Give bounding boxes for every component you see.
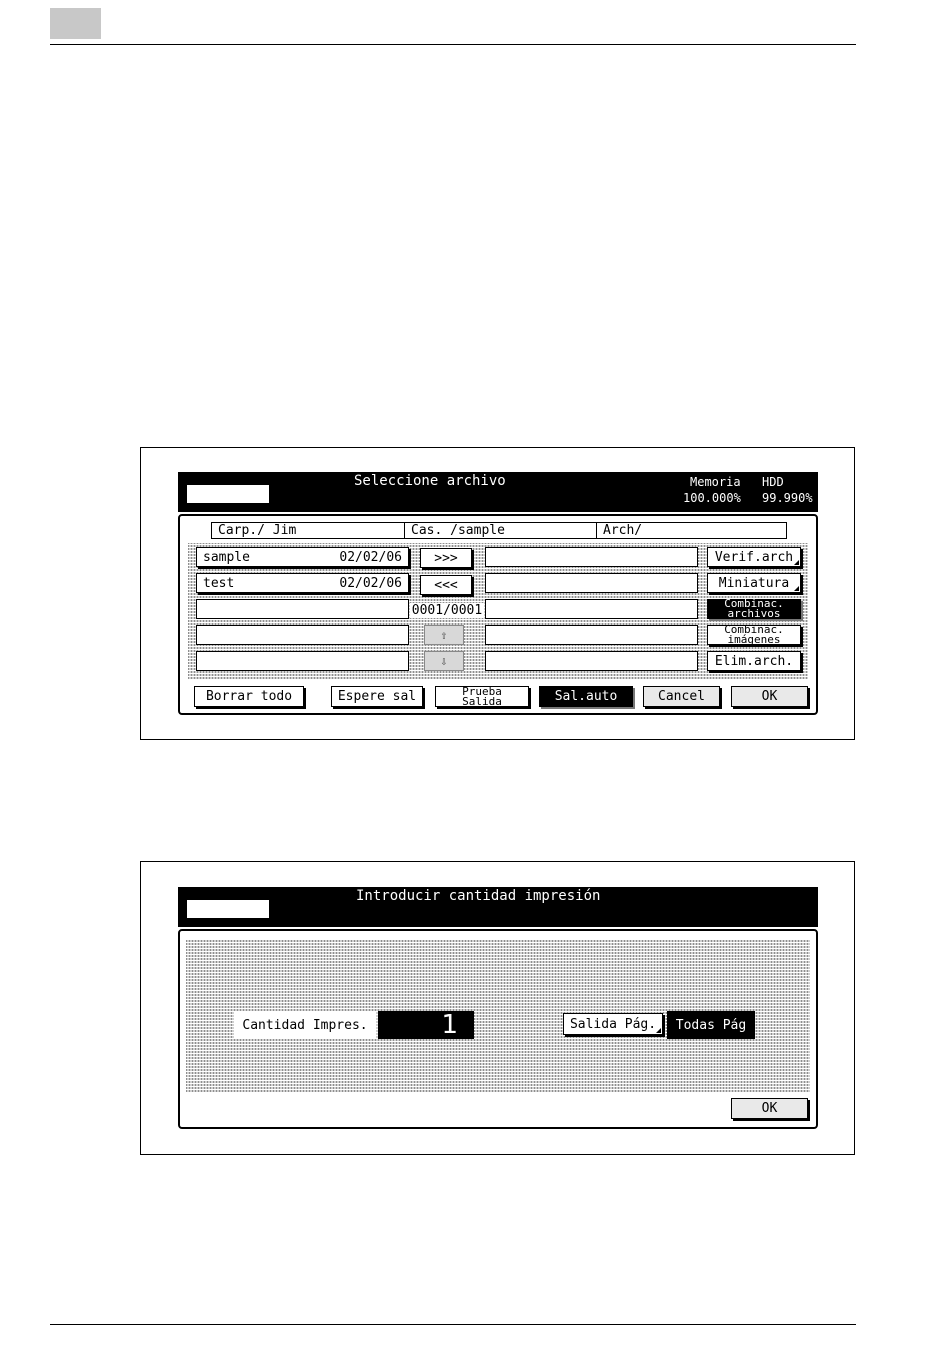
delete-file-button[interactable]: Elim.arch. [707, 651, 801, 671]
combine-files-line1: Combinac. [724, 597, 784, 610]
title-bar [178, 887, 818, 927]
combine-images-line2: imágenes [727, 633, 781, 646]
combine-images-line1: Combinac. [724, 623, 784, 636]
quantity-area [186, 939, 810, 1093]
file-slot [485, 651, 698, 671]
ok-button[interactable]: OK [731, 1098, 808, 1119]
column-box: Cas. /sample [404, 522, 597, 539]
folder-date: 02/02/06 [339, 549, 402, 565]
hdd-value: 99.990% [762, 491, 813, 505]
auto-output-button[interactable]: Sal.auto [539, 686, 633, 707]
quantity-value[interactable]: 1 [378, 1011, 474, 1039]
select-file-screen [178, 472, 818, 715]
folder-name: test [203, 575, 235, 591]
arrow-up-icon: ⇧ [440, 628, 448, 642]
empty-list-item [196, 625, 409, 645]
proof-print-button[interactable] [435, 686, 529, 707]
folder-date: 02/02/06 [339, 575, 402, 591]
arrow-down-icon: ⇩ [440, 654, 448, 668]
page-counter: 0001/0001 [411, 603, 483, 618]
cancel-button[interactable]: Cancel [643, 686, 720, 707]
list-item[interactable] [196, 547, 409, 567]
file-slot [485, 573, 698, 593]
empty-list-item [196, 599, 409, 619]
file-slot [485, 547, 698, 567]
job-list-button[interactable]: Lista tbj [186, 484, 270, 504]
folder-name: sample [203, 549, 250, 565]
screen-title: Seleccione archivo [354, 473, 506, 489]
file-slot [485, 599, 698, 619]
empty-list-item [196, 651, 409, 671]
proof-print-line1: Prueba [462, 684, 502, 698]
page-output-button[interactable]: Salida Pág. [563, 1013, 663, 1035]
ok-button[interactable]: OK [731, 686, 808, 707]
screen-title: Introducir cantidad impresión [356, 888, 601, 904]
column-folder: Carp./ Jim [211, 522, 405, 539]
hold-output-button[interactable]: Espere sal [331, 686, 423, 707]
thumbnail-button[interactable]: Miniatura [707, 573, 801, 593]
all-pages-label: Todas Pág [667, 1011, 755, 1039]
file-slot [485, 625, 698, 645]
hdd-label: HDD [762, 475, 784, 489]
column-file: Arch/ [596, 522, 787, 539]
title-bar [178, 472, 818, 512]
combine-files-line2: archivos [727, 607, 781, 620]
header-rule [50, 44, 856, 45]
proof-print-line2: Salida [462, 694, 502, 708]
memory-label: Memoria [690, 475, 741, 489]
job-list-button[interactable]: Lista tbj [186, 899, 270, 919]
quantity-body [178, 929, 818, 1129]
combine-files-button[interactable] [707, 599, 801, 619]
footer-rule [50, 1324, 856, 1325]
forward-button[interactable]: >>> [420, 548, 472, 568]
back-button[interactable]: <<< [420, 575, 472, 595]
file-body [178, 514, 818, 715]
scroll-down-button[interactable] [424, 651, 464, 671]
list-area [188, 543, 808, 680]
page-header-block [50, 8, 101, 39]
memory-value: 100.000% [683, 491, 741, 505]
combine-images-button[interactable] [707, 625, 801, 645]
verify-file-button[interactable]: Verif.arch [707, 547, 801, 567]
scroll-up-button[interactable] [424, 625, 464, 645]
list-item[interactable] [196, 573, 409, 593]
print-quantity-screen [178, 887, 818, 1129]
quantity-label: Cantidad Impres. [234, 1011, 376, 1039]
clear-all-button[interactable]: Borrar todo [194, 686, 304, 707]
